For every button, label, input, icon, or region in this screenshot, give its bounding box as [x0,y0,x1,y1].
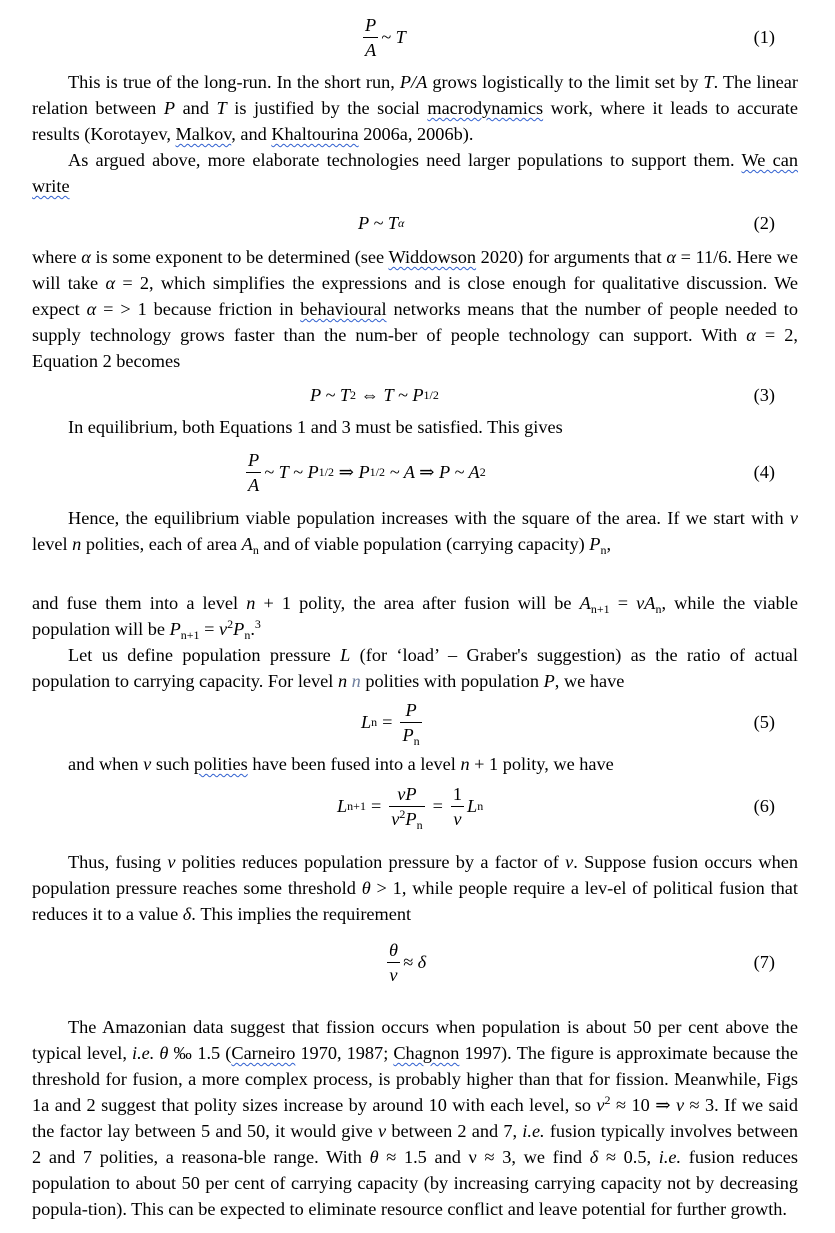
equation-number: (1) [753,27,775,47]
fraction: $\frac{P}{A}$ [248,449,260,495]
equation-6: L n+1 = $\frac{\nu P}{\nu^2P_n}$ = $\frac{1}{\nu}$ L n (6) [337,783,775,832]
fraction: $\frac{P}{P_n}$ [402,699,420,748]
paragraph: Let us define population pressure L (for ‘load’ – Graber's suggestion) as the ratio of actual population to carrying capacity. For level n n polities with population P, we have [32,645,798,691]
fraction: $\frac{\nu P}{\nu^2P_n}$ [391,783,423,832]
equation-2: P ~ T α (2) [32,196,798,250]
footnote-marker: 3 [254,617,261,631]
equation-1: $\frac{P}{A}$ ~ T (1) [365,14,775,60]
equation-4: $\frac{P}{A}$ ~ T ~ P 1/2 ⇒ P 1/2 ~ A ⇒ P ~ A 2 (4) [248,449,775,495]
fraction: $\frac{1}{\nu}$ [452,783,463,829]
fraction: $\frac{\theta}{\nu}$ [389,939,398,985]
equation-number: (6) [753,796,775,816]
spellcheck-word: Widdowson [388,247,477,267]
spellcheck-word: Chagnon [393,1043,460,1063]
spellcheck-word: Khaltourina [271,124,359,144]
paragraph: As argued above, more elaborate technologies need larger populations to support them. We can write [32,150,799,196]
equation-number: (5) [753,712,775,732]
paragraph: In equilibrium, both Equations 1 and 3 must be satisfied. This gives [68,417,563,437]
spellcheck-phrase: We can write [32,150,799,196]
spellcheck-word: macrodynamics [427,98,544,118]
equation-5: L n = $\frac{P}{P_n}$ (5) [361,699,775,748]
spellcheck-word: polities [193,754,248,774]
spellcheck-word: behavioural [300,299,387,319]
paragraph: Hence, the equilibrium viable population increases with the square of the area. If we start with ν level n polities, each of area $A_n$ and of viable population (carrying capacity) $P_n$, [32,508,798,557]
equation-number: (2) [753,213,775,233]
paragraph: Thus, fusing ν polities reduces population pressure by a factor of ν. Suppose fusion occurs when population pressure reaches some threshold θ > 1, while people require a lev-el of political fusion that reduces it to a value δ. This implies the requirement [32,852,798,924]
equation-3: P ~ T 2 ⇔ T ~ P 1/2 (3) [32,378,798,412]
paragraph: The Amazonian data suggest that fission occurs when population is about 50 per cent above the typical level, i.e. θ ‰ 1.5 (Carneiro 1970, 1987; Chagnon 1997). The figure is approximate because the threshold for fusion, a more complex process, is probably higher than that for fission. Meanwhile, Figs 1a and 2 suggest that polity sizes increase by around 10 with each level, so $\nu^2 \approx 10$ ⇒ ν ≈ 3. If we said the factor lay between 5 and 50, it would give ν between 2 and 7, i.e. fusion typically involves between 2 and 7 polities, a reasona-ble range. With θ ≈ 1.5 and ν ≈ 3, we find δ ≈ 0.5, i.e. fusion reduces population to about 50 per cent of carrying capacity (by increasing carrying capacity not by decreasing popula-tion). This can be expected to eliminate resource conflict and leave potential for further growth. [32,1017,799,1219]
paragraph: and when ν such polities have been fused into a level n + 1 polity, we have [68,754,614,774]
equation-number: (7) [753,952,775,972]
spellcheck-word: Malkov [175,124,232,144]
spellcheck-word: Carneiro [231,1043,296,1063]
equation-7: $\frac{\theta}{\nu}$ ≈ δ (7) [389,939,775,985]
fraction: $\frac{P}{A}$ [365,14,377,60]
equation-number: (3) [753,385,775,405]
paragraph: and fuse them into a level n + 1 polity, the area after fusion will be $A_{n+1} = \nu A_n$, while the viable population will be $P_{n+1} = \nu^2P_n.^3$ [32,593,798,642]
paragraph: where α is some exponent to be determined (see Widdowson 2020) for arguments that α = 11/6. Here we will take α = 2, which simplifies the expressions and is close enough for qualitative discussion. We expect α = > 1 because friction in behavioural networks means that the number of people needed to supply technology grows faster than the num-ber of people technology can support. With α = 2, Equation 2 becomes [32,247,798,371]
equation-number: (4) [753,462,775,482]
paragraph: This is true of the long-run. In the short run, P/A grows logistically to the limit set by T. The linear relation between P and T is justified by the social macrodynamics work, where it leads to accurate results (Korotayev, Malkov, and Khaltourina 2006a, 2006b). [32,72,798,144]
